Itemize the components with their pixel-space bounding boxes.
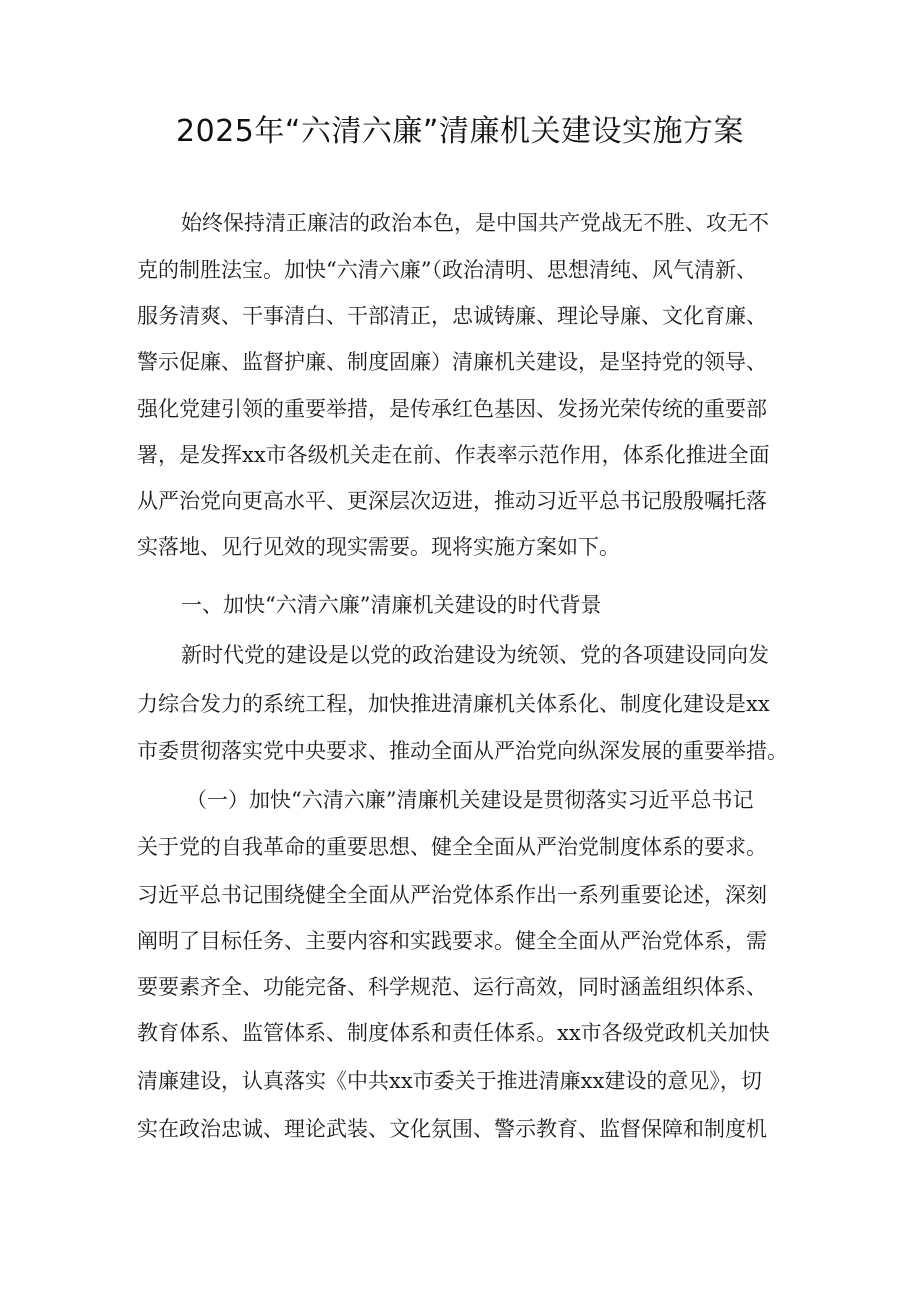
paragraph-line: 要要素齐全、功能完备、科学规范、运行高效，同时涵盖组织体系、 [137, 975, 767, 999]
paragraph-line: 关于党的自我革命的重要思想、健全全面从严治党制度体系的要求。 [137, 835, 767, 859]
paragraph-line: 教育体系、监管体系、制度体系和责任体系。xx市各级党政机关加快 [137, 1021, 770, 1045]
paragraph-line: 始终保持清正廉洁的政治本色，是中国共产党战无不胜、攻无不 [181, 211, 769, 235]
paragraph-line: 力综合发力的系统工程，加快推进清廉机关体系化、制度化建设是xx [137, 692, 770, 716]
document-title: 2025年“六清六廉”清廉机关建设实施方案 [176, 114, 744, 149]
paragraph-line: 清廉建设，认真落实《中共xx市委关于推进清廉xx建设的意见》，切 [137, 1069, 762, 1093]
paragraph-line: 阐明了目标任务、主要内容和实践要求。健全全面从严治党体系，需 [137, 929, 767, 953]
subsection-heading: （一）加快“六清六廉”清廉机关建设是贯彻落实习近平总书记 [186, 788, 754, 812]
section-heading: 一、加快“六清六廉”清廉机关建设的时代背景 [181, 593, 602, 617]
paragraph-line: 警示促廉、监督护廉、制度固廉）清廉机关建设，是坚持党的领导、 [137, 350, 767, 374]
paragraph-line: 从严治党向更高水平、更深层次迈进，推动习近平总书记殷殷嘱托落 [137, 489, 767, 513]
paragraph-line: 市委贯彻落实党中央要求、推动全面从严治党向纵深发展的重要举措。 [137, 739, 788, 763]
paragraph-line: 习近平总书记围绕健全全面从严治党体系作出一系列重要论述，深刻 [137, 883, 767, 907]
paragraph-line: 服务清爽、干事清白、干部清正，忠诚铸廉、理论导廉、文化育廉、 [137, 304, 767, 328]
paragraph-line: 署，是发挥xx市各级机关走在前、作表率示范作用，体系化推进全面 [137, 443, 770, 467]
paragraph-line: 新时代党的建设是以党的政治建设为统领、党的各项建设同向发 [181, 643, 769, 667]
paragraph-line: 实在政治忠诚、理论武装、文化氛围、警示教育、监督保障和制度机 [137, 1117, 767, 1141]
paragraph-line: 克的制胜法宝。加快“六清六廉”（政治清明、思想清纯、风气清新、 [137, 258, 757, 282]
paragraph-line: 实落地、见行见效的现实需要。现将实施方案如下。 [137, 535, 620, 559]
paragraph-line: 强化党建引领的重要举措，是传承红色基因、发扬光荣传统的重要部 [137, 397, 767, 421]
